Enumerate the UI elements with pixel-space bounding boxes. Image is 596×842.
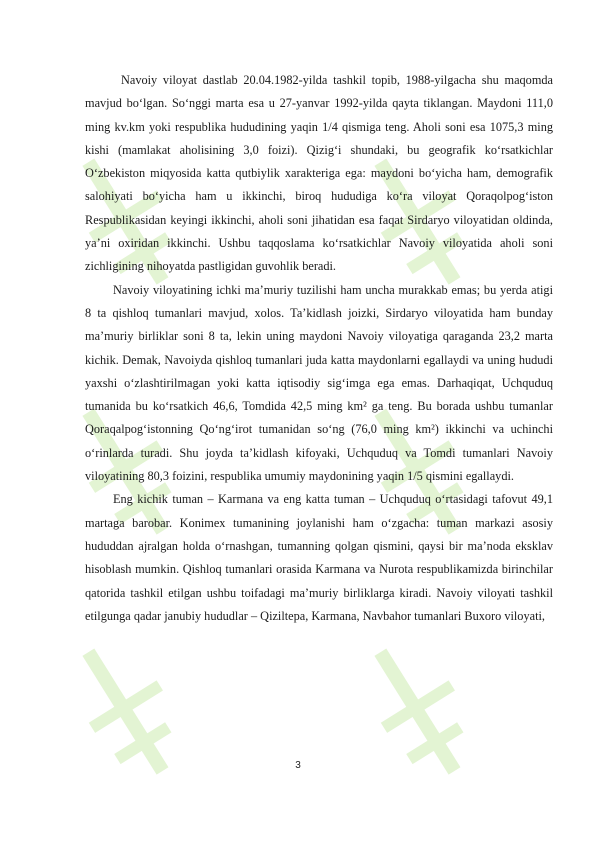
watermark-logo xyxy=(78,640,178,780)
paragraph: Navoiy viloyatining ichki maʼmuriy tuzilishi ham uncha murakkab emas; bu yerda atigi 8 ta qishloq tumanlari mavjud, xolos. Taʼkidlash joizki, Sirdaryo viloyatida ham bunday maʼmuriy birliklar soni 8 ta, lekin uning maydoni Navoiy viloyatiga qaraganda 23,2 marta kichik. Demak, Navoiyda qishloq tumanlari juda katta maydonlarni egallaydi va uning hududi yaxshi oʻzlashtirilmagan yoki katta iqtisodiy sigʻimga ega emas. Darhaqiqat, Uchquduq tumanida bu koʻrsatkich 46,6, Tomdida 42,5 ming km² ga teng. Bu borada ushbu tumanlar Qoraqalpogʻistonning Qoʻngʻirot tumanidan soʻng (76,0 ming km²) ikkinchi va uchinchi oʻrinlarda turadi. Shu joyda taʼkidlash kifoyaki, Uchquduq va Tomdi tumanlari Navoiy viloyatining 80,3 foizini, respublika umumiy maydonining yaqin 1/5 qismini egallaydi. xyxy=(85,282,553,484)
body-text xyxy=(85,69,553,628)
watermark-logo xyxy=(370,640,470,780)
page-number: 3 xyxy=(295,760,301,771)
paragraph: Navoiy viloyat dastlab 20.04.1982-yilda tashkil topib, 1988-yilgacha shu maqomda mavjud boʻlgan. Soʻnggi marta esa u 27-yanvar 1992-yilda qayta tiklangan. Maydoni 111,0 ming kv.km yoki respublika hududining yaqin 1/4 qismiga teng. Aholi soni esa 1075,3 ming kishi (mamlakat aholisining 3,0 foizi). Qizigʻi shundaki, bu geografik koʻrsatkichlar Oʻzbekiston miqyosida katta qutbiylik xarakteriga ega: maydoni boʻyicha ham, demografik salohiyati boʻyicha ham u ikkinchi, biroq hududiga koʻra viloyat Qoraqolpogʻiston Respublikasidan keyingi ikkinchi, aholi soni jihatidan esa faqat Sirdaryo viloyatidan oldinda, yaʼni oxiridan ikkinchi. Ushbu taqqoslama koʻrsatkichlar Navoiy viloyatida aholi soni zichligining nihoyatda pastligidan guvohlik beradi. xyxy=(85,73,553,274)
paragraph: Eng kichik tuman – Karmana va eng katta tuman – Uchquduq oʻrtasidagi tafovut 49,1 martaga barobar. Konimex tumanining joylanishi ham oʻzgacha: tuman markazi asosiy hududdan ajralgan holda oʻrnashgan, tumanning qolgan qismini, qaysi bir maʼnoda eksklav hisoblash mumkin. Qishloq tumanlari orasida Karmana va Nurota respublikamizda birinchilar qatorida tashkil etilgan ushbu toifadagi maʼmuriy birliklarga kiradi. Navoiy viloyati tashkil etilgunga qadar janubiy hududlar – Qiziltepa, Karmana, Navbahor tumanlari Buxoro viloyati, xyxy=(85,492,553,623)
